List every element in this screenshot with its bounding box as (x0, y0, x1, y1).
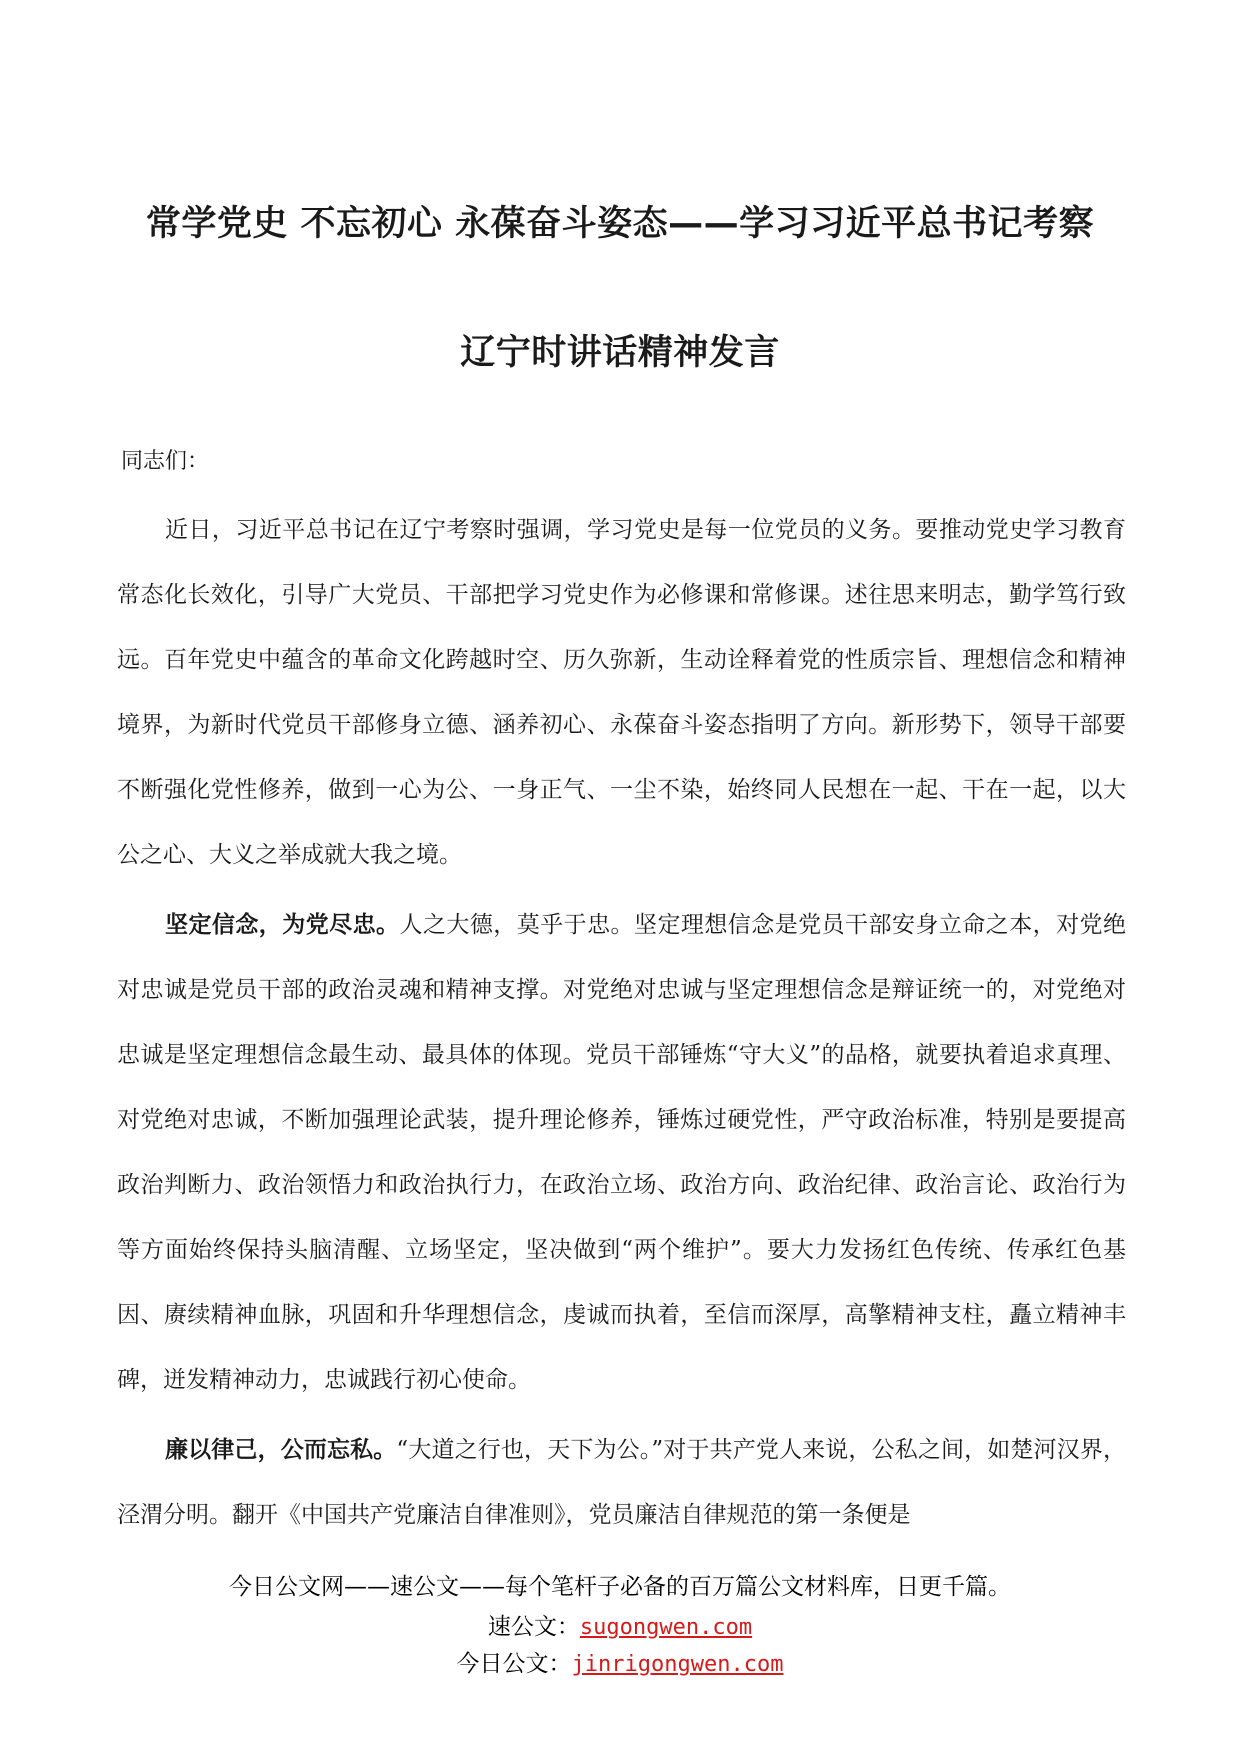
footer-promo-text: 今日公文网——速公文——每个笔杆子必备的百万篇公文材料库，日更千篇。 (229, 1574, 1011, 1600)
footer-link-row-sugongwen (0, 1608, 1240, 1641)
footer-link-label: 今日公文： (456, 1651, 572, 1677)
document-title-line-2: 辽宁时讲话精神发言 (460, 333, 780, 373)
document-title-line-1: 常学党史 不忘初心 永葆奋斗姿态——学习习近平总书记考察 (145, 204, 1095, 244)
jinrigongwen-link[interactable]: jinrigongwen.com (571, 1652, 784, 1677)
body-paragraph (117, 498, 1126, 888)
footer-link-label: 速公文： (487, 1614, 580, 1640)
salutation: 同志们： (121, 449, 210, 474)
paragraph-text: “大道之行也，天下为公。”对于共产党人来说，公私之间，如楚河汉界，泾渭分明。翻开《中国共产党廉洁自律准则》，党员廉洁自律规范的第一条便是 (117, 1437, 1126, 1528)
footer-link-row-jinrigongwen (0, 1645, 1240, 1678)
paragraph-lead-heading: 坚定信念，为党尽忠。 (165, 912, 400, 938)
paragraph-text: 人之大德，莫乎于忠。坚定理想信念是党员干部安身立命之本，对党绝对忠诚是党员干部的政治灵魂和精神支撑。对党绝对忠诚与坚定理想信念是辩证统一的，对党绝对忠诚是坚定理想信念最生动、最具体的体现。党员干部锤炼“守大义”的品格，就要执着追求真理、对党绝对忠诚，不断加强理论武装，提升理论修养，锤炼过硬党性，严守政治标准，特别是要提高政治判断力、政治领悟力和政治执行力，在政治立场、政治方向、政治纪律、政治言论、政治行为等方面始终保持头脑清醒、立场坚定，坚决做到“两个维护”。要大力发扬红色传统、传承红色基因、赓续精神血脉，巩固和升华理想信念，虔诚而执着，至信而深厚，高擎精神支柱，矗立精神丰碑，迸发精神动力，忠诚践行初心使命。 (117, 912, 1126, 1393)
body-paragraph (117, 893, 1126, 1413)
body-paragraph (117, 1418, 1126, 1548)
paragraph-lead-heading: 廉以律己，公而忘私。 (165, 1437, 397, 1463)
paragraph-text: 近日，习近平总书记在辽宁考察时强调，学习党史是每一位党员的义务。要推动党史学习教育常态化长效化，引导广大党员、干部把学习党史作为必修课和常修课。述往思来明志，勤学笃行致远。百年党史中蕴含的革命文化跨越时空、历久弥新，生动诠释着党的性质宗旨、理想信念和精神境界，为新时代党员干部修身立德、涵养初心、永葆奋斗姿态指明了方向。新形势下，领导干部要不断强化党性修养，做到一心为公、一身正气、一尘不染，始终同人民想在一起、干在一起，以大公之心、大义之举成就大我之境。 (117, 517, 1126, 868)
sugongwen-link[interactable]: sugongwen.com (579, 1615, 753, 1640)
